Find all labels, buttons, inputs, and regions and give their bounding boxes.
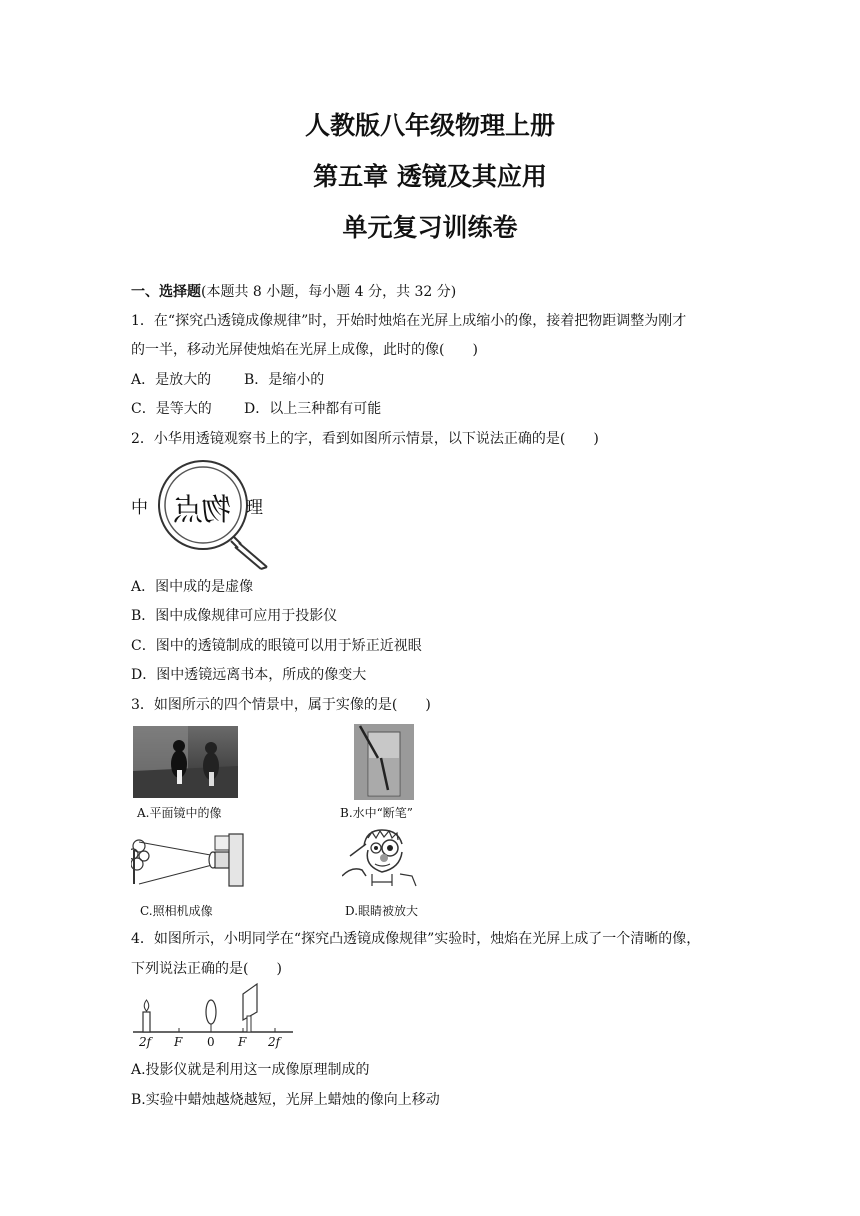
section-heading [131, 282, 456, 302]
q2-option-c: C．图中的透镜制成的眼镜可以用于矫正近视眼 [131, 638, 422, 654]
q2-magnifier-figure [131, 455, 276, 570]
q2-option-a: A．图中成的是虚像 [131, 579, 254, 595]
doc-title-line2: 第五章 透镜及其应用 [313, 162, 547, 191]
q3-image-a-mirror [133, 726, 238, 798]
q3-image-c-camera [131, 832, 246, 890]
q4-option-a: A.投影仪就是利用这一成像原理制成的 [131, 1062, 370, 1078]
q3-image-b-broken-pencil [354, 724, 414, 800]
q2-stem: 2．小华用透镜观察书上的字，看到如图所示情景，以下说法正确的是( ) [131, 431, 599, 447]
q3-image-d-magnified-eye [342, 826, 422, 888]
q2-fig-left-char: 中 [131, 498, 148, 518]
q3-stem: 3．如图所示的四个情景中，属于实像的是( ) [131, 697, 431, 713]
q4-optical-bench-figure [131, 982, 296, 1052]
q3-caption-d: D.眼睛被放大 [345, 904, 419, 918]
axis-label-zero: 0 [207, 1035, 215, 1049]
q4-option-b: B.实验中蜡烛越烧越短，光屏上蜡烛的像向上移动 [131, 1092, 440, 1108]
q1-option-b: B．是缩小的 [244, 372, 325, 388]
q3-caption-b: B.水中“断笔” [340, 806, 413, 820]
axis-label-2f-right: 2f [268, 1035, 281, 1049]
axis-label-f-right: F [238, 1035, 247, 1049]
doc-title-line3: 单元复习训练卷 [342, 213, 518, 242]
q2-option-d: D．图中透镜远离书本，所成的像变大 [131, 667, 367, 683]
doc-title-line1: 人教版八年级物理上册 [304, 111, 555, 140]
q2-option-b: B．图中成像规律可应用于投影仪 [131, 608, 338, 624]
q3-caption-a: A.平面镜中的像 [137, 806, 222, 820]
q2-fig-magnified-chars: 物点 [175, 493, 231, 528]
q1-option-c: C．是等大的 [131, 401, 212, 417]
q3-caption-c: C.照相机成像 [140, 904, 213, 918]
axis-label-2f-left: 2f [139, 1035, 152, 1049]
q2-fig-right-char: 理 [246, 498, 263, 518]
q1-stem-line1: 1．在“探究凸透镜成像规律”时，开始时烛焰在光屏上成缩小的像，接着把物距调整为刚才 [131, 313, 687, 329]
section-heading-label: 一、选择题 [131, 284, 201, 300]
q1-option-a: A．是放大的 [131, 372, 212, 388]
section-heading-note: (本题共 8 小题，每小题 4 分，共 32 分) [201, 284, 457, 300]
axis-label-f-left: F [174, 1035, 183, 1049]
q4-stem-line1: 4．如图所示，小明同学在“探究凸透镜成像规律”实验时，烛焰在光屏上成了一个清晰的像， [131, 931, 701, 947]
q1-option-d: D．以上三种都有可能 [244, 401, 382, 417]
q1-stem-line2: 的一半，移动光屏使烛焰在光屏上成像，此时的像( ) [131, 342, 478, 358]
q4-stem-line2: 下列说法正确的是( ) [131, 961, 282, 977]
